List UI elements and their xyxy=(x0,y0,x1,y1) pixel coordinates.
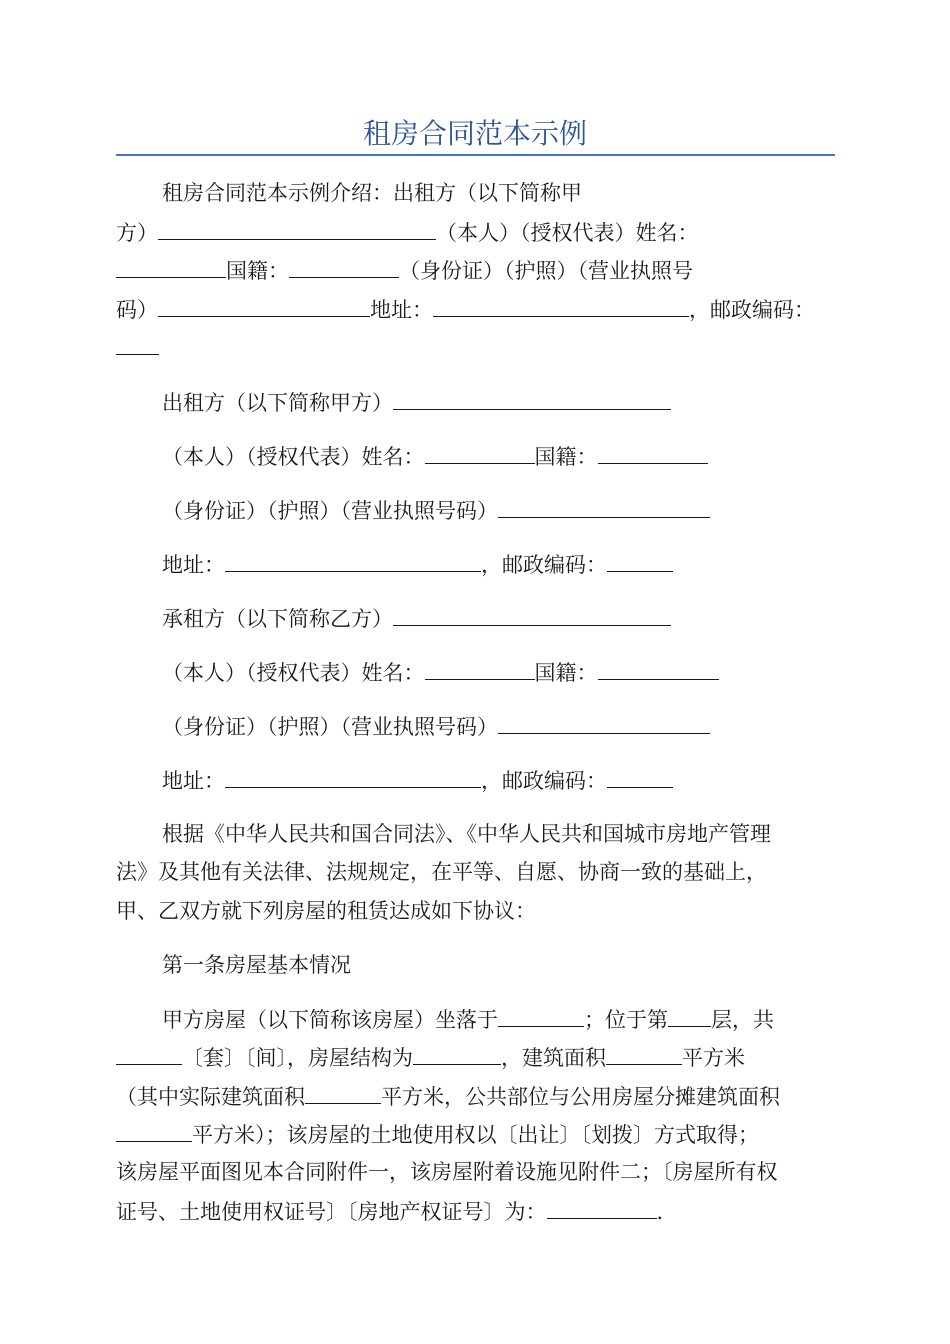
blank-line xyxy=(425,441,535,464)
blank-line xyxy=(607,549,673,572)
blank-line xyxy=(225,549,481,572)
intro-text: 码） xyxy=(116,298,158,322)
field-label: （身份证）（护照）（营业执照号码） xyxy=(162,715,498,739)
blank-line xyxy=(606,1042,682,1065)
intro-text: 地址： xyxy=(370,298,433,322)
intro-text: 方） xyxy=(116,221,158,245)
blank-line xyxy=(498,1004,584,1027)
article-1-line-6 xyxy=(116,1196,663,1226)
field-label: 国籍： xyxy=(534,445,598,469)
basis-line-2 xyxy=(116,857,767,887)
blank-line xyxy=(547,1196,657,1219)
article-text: 甲方房屋（以下简称该房屋）坐落于 xyxy=(162,1008,498,1032)
title-underline xyxy=(116,154,835,156)
article-1-line-3 xyxy=(116,1081,780,1111)
field-label: 国籍： xyxy=(534,661,598,685)
article-1-line-1 xyxy=(162,1004,774,1034)
basis-text: 甲、乙双方就下列房屋的租赁达成如下协议： xyxy=(116,899,536,923)
article-text: 证号、土地使用权证号〕〔房地产权证号〕为： xyxy=(116,1200,547,1224)
field-label: ，邮政编码： xyxy=(481,553,607,577)
article-1-heading-line xyxy=(162,950,351,980)
lessor-heading: 出租方（以下简称甲方） xyxy=(162,391,393,415)
article-1-line-5 xyxy=(116,1157,778,1187)
blank-line xyxy=(598,657,719,680)
blank-line xyxy=(225,765,481,788)
lessee-heading-line xyxy=(162,603,671,633)
blank-line xyxy=(158,294,370,317)
intro-line-1 xyxy=(162,178,582,208)
basis-line-3 xyxy=(116,896,536,926)
blank-line xyxy=(116,255,226,278)
article-text: （其中实际建筑面积 xyxy=(116,1085,305,1109)
blank-line xyxy=(116,1042,182,1065)
blank-line xyxy=(668,1004,711,1027)
basis-text: 根据《中华人民共和国合同法》、《中华人民共和国城市房地产管理 xyxy=(162,822,771,846)
article-text: 该房屋平面图见本合同附件一，该房屋附着设施见附件二；〔房屋所有权 xyxy=(116,1160,778,1184)
intro-line-2 xyxy=(116,217,699,247)
article-text: . xyxy=(656,1200,664,1224)
intro-line-5 xyxy=(116,332,159,362)
blank-line xyxy=(607,765,673,788)
document-title: 租房合同范本示例 xyxy=(362,117,587,150)
blank-line xyxy=(413,1042,501,1065)
field-label: 地址： xyxy=(162,553,225,577)
article-text: 平方米 xyxy=(682,1046,745,1070)
blank-line xyxy=(116,332,159,355)
intro-text: 租房合同范本示例介绍：出租方（以下简称甲 xyxy=(162,181,582,205)
field-label: 地址： xyxy=(162,769,225,793)
blank-line xyxy=(305,1081,381,1104)
article-1-line-4 xyxy=(116,1119,759,1149)
blank-line xyxy=(433,294,689,317)
blank-line xyxy=(393,603,671,626)
article-1-line-2 xyxy=(116,1042,745,1072)
lessor-id-line xyxy=(162,495,710,525)
lessor-name-line xyxy=(162,441,708,471)
article-text: 〔套〕〔间〕，房屋结构为 xyxy=(182,1046,413,1070)
blank-line xyxy=(498,711,710,734)
field-label: （本人）（授权代表）姓名： xyxy=(162,445,425,469)
lessor-address-line xyxy=(162,549,673,579)
blank-line xyxy=(393,387,671,410)
blank-line xyxy=(425,657,535,680)
blank-line xyxy=(598,441,708,464)
basis-text: 法》及其他有关法律、法规规定，在平等、自愿、协商一致的基础上， xyxy=(116,860,767,884)
blank-line xyxy=(158,217,436,240)
intro-text: 国籍： xyxy=(226,259,289,283)
field-label: （本人）（授权代表）姓名： xyxy=(162,661,425,685)
intro-line-4 xyxy=(116,294,815,324)
article-text: 平方米，公共部位与公用房屋分摊建筑面积 xyxy=(381,1085,780,1109)
field-label: ，邮政编码： xyxy=(481,769,607,793)
blank-line xyxy=(498,495,710,518)
field-label: （身份证）（护照）（营业执照号码） xyxy=(162,499,498,523)
intro-line-3 xyxy=(116,255,693,285)
lessor-heading-line xyxy=(162,387,671,417)
lessee-name-line xyxy=(162,657,719,687)
blank-line xyxy=(116,1119,192,1142)
intro-text: （本人）（授权代表）姓名： xyxy=(436,221,699,245)
blank-line xyxy=(289,255,399,278)
article-text: 层，共 xyxy=(711,1008,774,1032)
article-text: ，建筑面积 xyxy=(501,1046,606,1070)
article-text: ；位于第 xyxy=(584,1008,668,1032)
intro-text: （身份证）（护照）（营业执照号 xyxy=(399,259,693,283)
lessee-id-line xyxy=(162,711,710,741)
intro-text: ，邮政编码： xyxy=(689,298,815,322)
lessee-address-line xyxy=(162,765,673,795)
lessee-heading: 承租方（以下简称乙方） xyxy=(162,607,393,631)
article-text: 平方米）；该房屋的土地使用权以〔出让〕〔划拨〕方式取得； xyxy=(192,1123,759,1147)
basis-line-1 xyxy=(162,819,771,849)
article-1-heading: 第一条房屋基本情况 xyxy=(162,953,351,977)
